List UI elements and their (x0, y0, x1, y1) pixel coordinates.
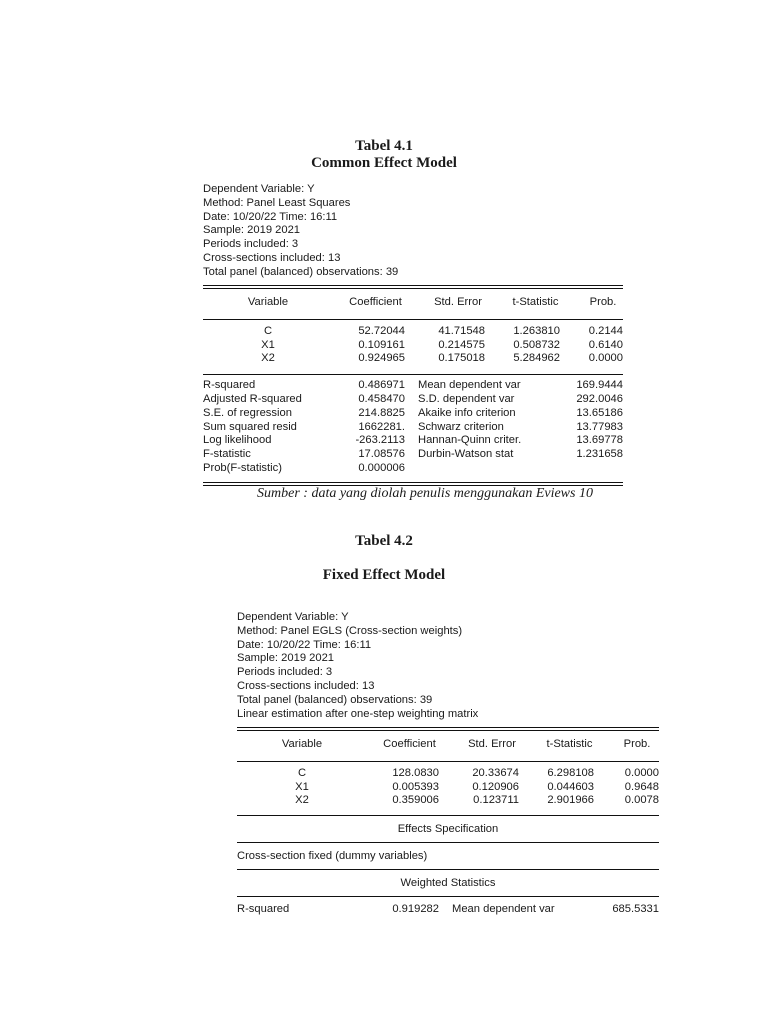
stat-value: 0.919282 (392, 903, 439, 916)
cell-t-statistic: 0.044603 (547, 780, 594, 793)
weighted-statistics-label: Weighted Statistics (400, 877, 496, 890)
meta-line: Cross-sections included: 13 (203, 251, 341, 264)
table1-subtitle: Common Effect Model (311, 155, 457, 171)
meta-line: Method: Panel Least Squares (203, 196, 351, 209)
header-coefficient: Coefficient (349, 296, 402, 308)
header-prob: Prob. (623, 738, 651, 750)
meta-line: Date: 10/20/22 Time: 16:11 (203, 210, 338, 223)
header-t-statistic: t-Statistic (512, 296, 559, 308)
stat-value: 685.5331 (612, 903, 659, 916)
stat-row (203, 434, 623, 448)
cell-prob: 0.0078 (624, 794, 659, 807)
cell-prob: 0.0000 (624, 766, 659, 779)
stat-label: Hannan-Quinn criter. (418, 434, 522, 447)
table2-meta (237, 611, 478, 721)
meta-line: Cross-sections included: 13 (237, 679, 375, 692)
table-header-row (203, 296, 623, 310)
table1-source: Sumber : data yang diolah penulis menggunakan Eviews 10 (257, 486, 593, 501)
stat-row (203, 462, 623, 476)
stat-label: Mean dependent var (418, 379, 521, 392)
cell-variable: X2 (261, 352, 275, 365)
cell-variable: X1 (261, 338, 275, 351)
table-row (203, 325, 623, 339)
meta-line: Dependent Variable: Y (203, 183, 315, 195)
stat-label: F-statistic (203, 448, 251, 461)
cell-prob: 0.0000 (588, 352, 623, 365)
header-prob: Prob. (589, 296, 617, 308)
stat-row (203, 407, 623, 421)
stat-label: S.E. of regression (203, 406, 292, 419)
cell-coefficient: 0.924965 (358, 352, 405, 365)
table1-title: Tabel 4.1 (355, 138, 413, 154)
table-row (237, 767, 659, 781)
cell-t-statistic: 1.263810 (513, 324, 560, 337)
stat-label: Adjusted R-squared (203, 392, 302, 405)
cell-variable: C (297, 766, 307, 779)
table-row (203, 352, 623, 366)
stat-value: 13.69778 (576, 434, 623, 447)
table1-meta (203, 183, 398, 280)
table2-regression (237, 727, 659, 917)
table-header-row (237, 738, 659, 752)
meta-line: Sample: 2019 2021 (203, 224, 301, 237)
stat-label: Prob(F-statistic) (203, 461, 282, 474)
stat-value: 0.486971 (358, 379, 405, 392)
cell-std-error: 0.175018 (438, 352, 485, 365)
stat-value: 169.9444 (576, 379, 623, 392)
meta-line: Linear estimation after one-step weighting matrix (237, 707, 479, 720)
header-variable: Variable (247, 296, 289, 308)
cell-t-statistic: 6.298108 (547, 766, 594, 779)
stat-label: R-squared (203, 379, 256, 392)
stat-label: S.D. dependent var (418, 392, 515, 405)
stat-value: 13.77983 (576, 420, 623, 433)
cell-prob: 0.6140 (588, 338, 623, 351)
stat-value: 17.08576 (358, 448, 405, 461)
meta-line: Date: 10/20/22 Time: 16:11 (237, 638, 372, 651)
stat-label: Sum squared resid (203, 420, 297, 433)
table-row (237, 781, 659, 795)
cell-coefficient: 0.359006 (392, 794, 439, 807)
meta-line: Total panel (balanced) observations: 39 (203, 265, 399, 278)
stat-value: 214.8825 (358, 406, 405, 419)
cell-coefficient: 0.005393 (392, 780, 439, 793)
header-coefficient: Coefficient (383, 738, 436, 750)
header-variable: Variable (281, 738, 323, 750)
table-row (237, 794, 659, 808)
cell-std-error: 41.71548 (438, 324, 485, 337)
header-std-error: Std. Error (434, 296, 482, 308)
table-row (203, 339, 623, 353)
cross-section-fixed: Cross-section fixed (dummy variables) (237, 850, 428, 863)
stat-label: Mean dependent var (452, 903, 555, 916)
stat-label: Schwarz criterion (418, 420, 504, 433)
table2-subtitle: Fixed Effect Model (322, 567, 446, 583)
cell-prob: 0.9648 (624, 780, 659, 793)
cell-std-error: 0.120906 (472, 780, 519, 793)
cell-coefficient: 52.72044 (358, 324, 405, 337)
table1-regression (203, 285, 623, 486)
table2-title: Tabel 4.2 (355, 533, 413, 549)
stat-row (203, 379, 623, 393)
stat-label: Log likelihood (203, 434, 272, 447)
meta-line: Periods included: 3 (203, 238, 299, 251)
meta-line: Method: Panel EGLS (Cross-section weights) (237, 624, 463, 637)
stat-label: Akaike info criterion (418, 406, 516, 419)
stat-value: 1662281. (358, 420, 405, 433)
stat-value: 1.231658 (576, 448, 623, 461)
cell-std-error: 0.214575 (438, 338, 485, 351)
stat-value: 0.458470 (358, 392, 405, 405)
header-t-statistic: t-Statistic (546, 738, 593, 750)
stat-row (203, 393, 623, 407)
cell-std-error: 0.123711 (473, 794, 519, 807)
stat-value: 13.65186 (576, 406, 623, 419)
meta-line: Total panel (balanced) observations: 39 (237, 693, 433, 706)
cell-std-error: 20.33674 (472, 766, 519, 779)
stat-row (203, 448, 623, 462)
cell-variable: C (263, 324, 273, 337)
stat-value: 0.000006 (358, 461, 405, 474)
stat-value: 292.0046 (576, 392, 623, 405)
header-std-error: Std. Error (468, 738, 516, 750)
meta-line: Dependent Variable: Y (237, 611, 349, 623)
stat-label: Durbin-Watson stat (418, 448, 514, 461)
meta-line: Periods included: 3 (237, 666, 333, 679)
cell-prob: 0.2144 (588, 324, 623, 337)
cell-coefficient: 128.0830 (392, 766, 439, 779)
cell-t-statistic: 5.284962 (513, 352, 560, 365)
stat-row (203, 421, 623, 435)
stat-value: -263.2113 (355, 434, 405, 447)
effects-specification-label: Effects Specification (397, 823, 499, 836)
meta-line: Sample: 2019 2021 (237, 652, 335, 665)
cell-t-statistic: 0.508732 (513, 338, 560, 351)
cell-coefficient: 0.109161 (358, 338, 405, 351)
cell-variable: X2 (295, 794, 309, 807)
cell-t-statistic: 2.901966 (547, 794, 594, 807)
stat-label: R-squared (237, 903, 290, 916)
stat-row (237, 903, 659, 917)
cell-variable: X1 (295, 780, 309, 793)
